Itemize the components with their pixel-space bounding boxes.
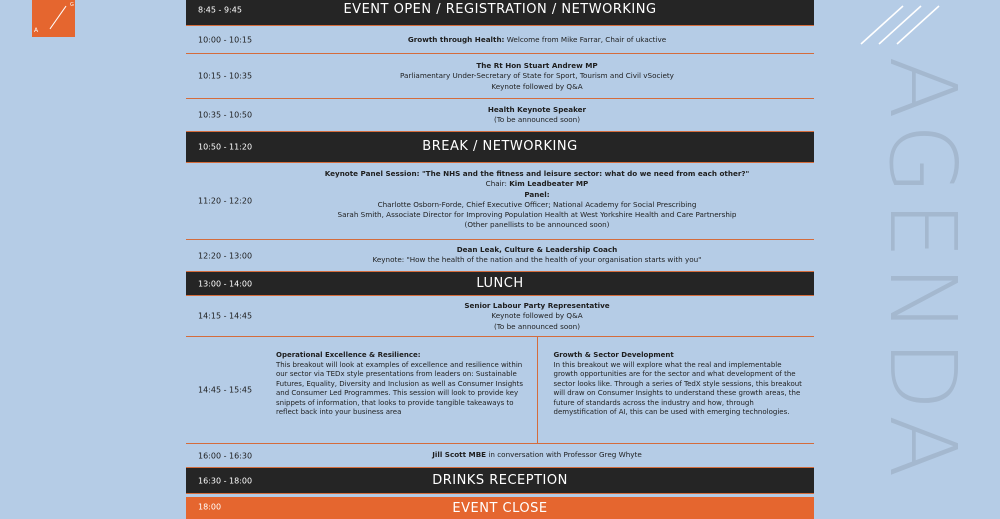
breakout-right-title: Growth & Sector Development [553,351,674,359]
row-text: in conversation with Professor Greg Whyte [486,450,642,459]
row-line: Keynote followed by Q&A [491,311,583,321]
row-content [260,444,814,460]
agenda-row-drinks [186,468,814,494]
agenda-row-close [186,497,814,519]
row-speaker: The Rt Hon Stuart Andrew MP [476,61,598,70]
agenda-row-break [186,132,814,163]
row-time: 13:00 - 14:00 [198,279,253,288]
row-line: Sarah Smith, Associate Director for Improving Population Health at West Yorkshire Health and Care Partnership [337,210,737,220]
brand-logo [32,0,75,37]
row-time: 8:45 - 9:45 [198,5,242,14]
row-line: (Other panellists to be announced soon) [464,220,610,230]
row-title: DRINKS RECEPTION [432,473,568,488]
row-time: 14:45 - 15:45 [198,385,253,395]
row-line: Keynote: "How the health of the nation and the health of your organisation starts with you" [372,255,702,265]
agenda-watermark: AGENDA [869,56,976,484]
breakout-left-body: This breakout will look at examples of excellence and resilience within our sector via TEDx style presentations from leaders on: Sustainable Futures, Equality, Diversity and Inclusion as well as Consumer Insights and Consumer Led Programmes. This session will look to provide key snippets of information, that looks to provide tangible takeaways to reflect back into your business area [276,360,523,416]
row-title: BREAK / NETWORKING [422,139,578,154]
row-speaker: Health Keynote Speaker [487,105,587,114]
row-time: 10:50 - 11:20 [198,142,253,152]
row-content [260,163,814,231]
agenda-row-lunch [186,272,814,296]
agenda-table [186,0,814,519]
row-panel-label: Panel: [524,189,550,199]
row-title: LUNCH [476,276,524,291]
breakout-columns [260,337,814,443]
row-time: 16:30 - 18:00 [198,476,253,485]
row-time: 14:15 - 14:45 [198,311,253,321]
row-time: 18:00 [198,502,222,512]
row-content [260,296,814,332]
logo-slash [50,6,67,30]
logo-letter-g: G [70,2,74,8]
row-time: 12:20 - 13:00 [198,251,253,260]
row-content [260,54,814,92]
row-content [260,26,814,45]
agenda-row [186,240,814,272]
agenda-row [186,296,814,337]
agenda-row [186,163,814,240]
row-title: EVENT CLOSE [452,501,548,516]
row-lead: Growth through Health: [407,35,505,44]
row-content [260,99,814,126]
agenda-row [186,99,814,132]
decorative-stripes [855,0,955,60]
breakout-right-body: In this breakout we will explore what the real and implementable growth opportunities are for the sector and what development of the sector looks like. Through a series of TedX style sessions, this breakout will draw on Consumer Insights to understand these growth areas, the future of standards across the industry and how, through demystification of AI, this can be used with emerging technologies. [553,360,802,416]
agenda-row [186,444,814,468]
row-speaker: Senior Labour Party Representative [464,301,610,310]
breakout-right [537,337,815,443]
row-line: Charlotte Osborn-Forde, Chief Executive Officer; National Academy for Social Prescribing [377,199,697,209]
row-content [260,240,814,266]
row-time: 11:20 - 12:20 [198,196,253,206]
row-text: Welcome from Mike Farrar, Chair of ukactive [504,35,667,44]
agenda-row-registration [186,0,814,26]
row-time: 16:00 - 16:30 [198,451,253,460]
agenda-row [186,54,814,99]
logo-letter-a: A [34,27,39,34]
row-chair-label: Chair: [485,179,510,189]
row-title: EVENT OPEN / REGISTRATION / NETWORKING [343,2,657,17]
row-chair-name: Kim Leadbeater MP [509,179,589,189]
row-time: 10:00 - 10:15 [198,35,253,44]
row-speaker: Dean Leak, Culture & Leadership Coach [456,245,618,254]
row-line: (To be announced soon) [493,321,581,331]
row-line: Parliamentary Under-Secretary of State for Sport, Tourism and Civil vSociety [400,71,674,81]
row-line: Keynote followed by Q&A [491,81,583,91]
agenda-row-breakouts [186,337,814,444]
row-time: 10:35 - 10:50 [198,110,253,120]
breakout-left-title: Operational Excellence & Resilience: [276,351,421,359]
row-line: (To be announced soon) [493,115,581,125]
row-time: 10:15 - 10:35 [198,71,253,81]
agenda-row [186,26,814,54]
breakout-left [260,337,537,443]
row-lead: Jill Scott MBE [432,450,487,459]
row-session-title: Keynote Panel Session: "The NHS and the fitness and leisure sector: what do we need from each other?" [324,169,750,178]
